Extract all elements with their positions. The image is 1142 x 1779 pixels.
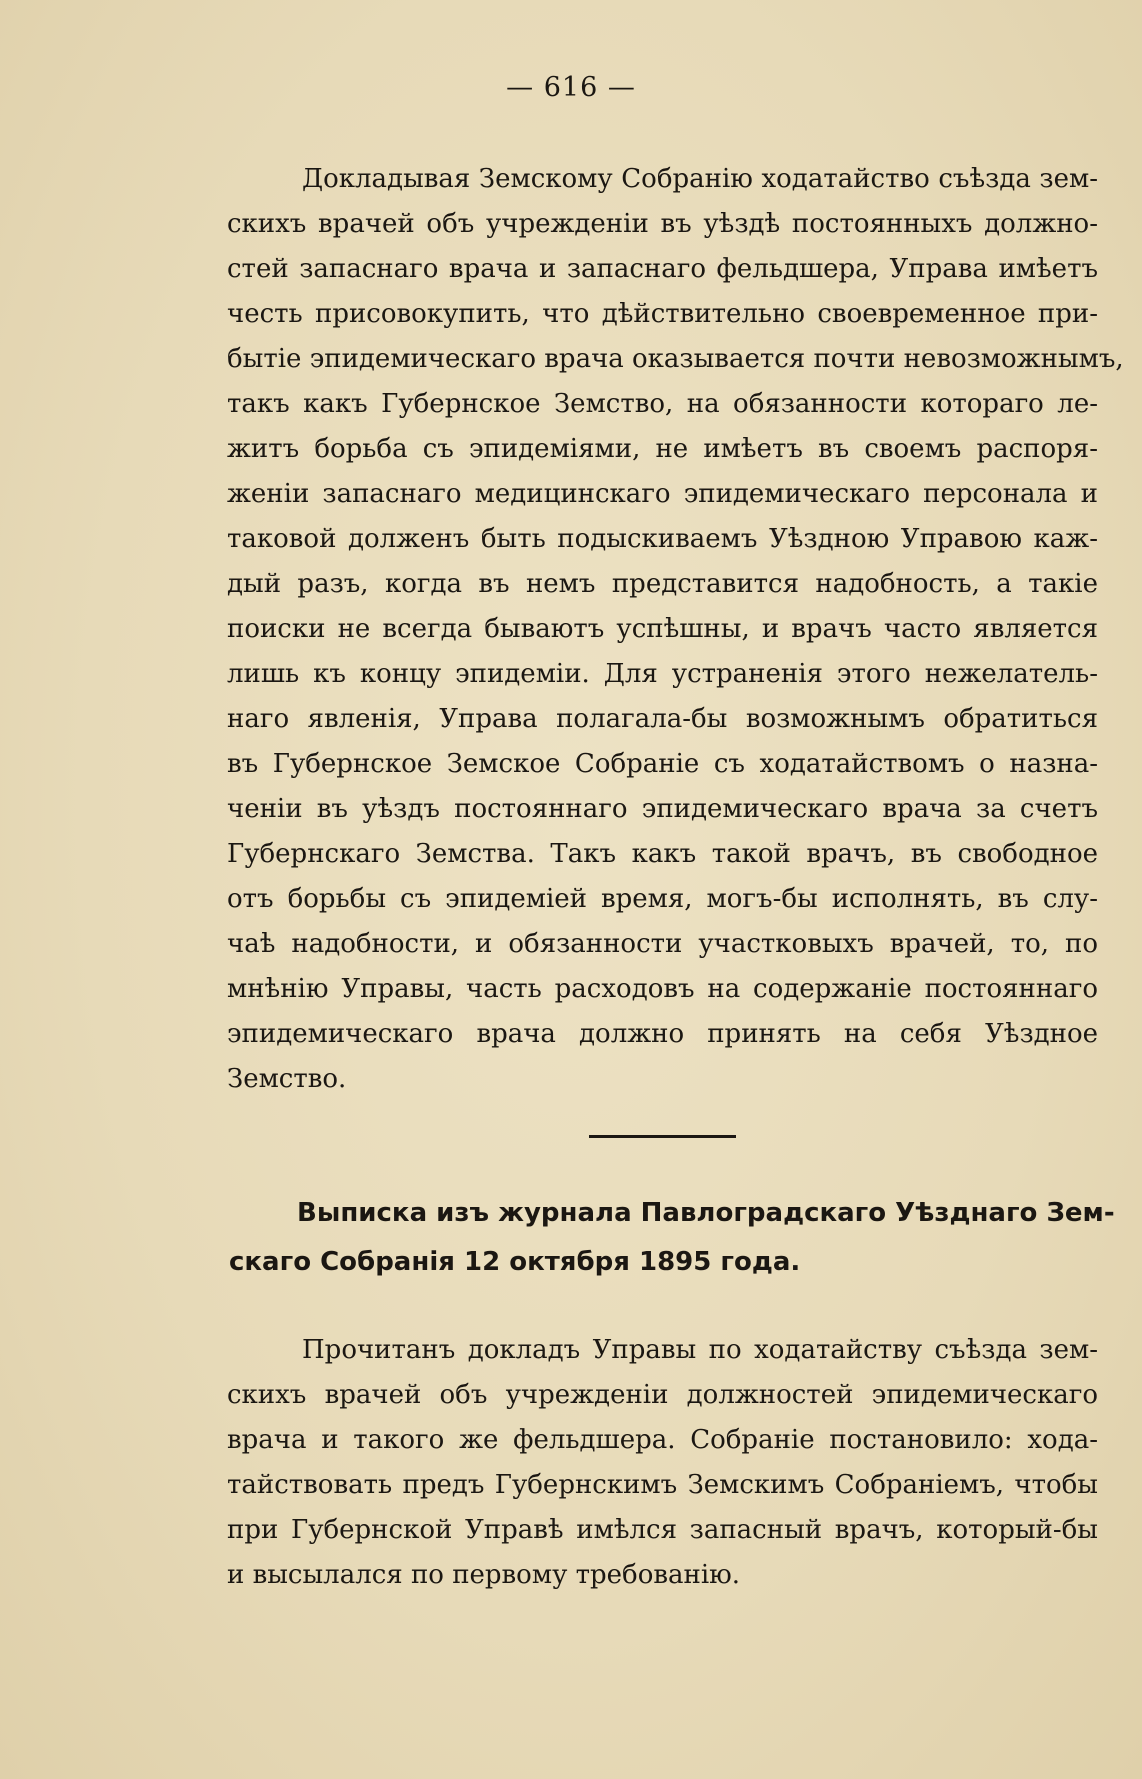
text-line: при Губернской Управѣ имѣлся запасный врачъ, который-бы — [227, 1515, 1098, 1545]
report-paragraph — [227, 157, 1124, 1102]
text-line: бытіе эпидемическаго врача оказывается почти невозможнымъ, — [227, 344, 1124, 374]
text-line: наго явленія, Управа полагала-бы возможнымъ обратиться — [227, 704, 1098, 734]
text-line: Губернскаго Земства. Такъ какъ такой врачъ, въ свободное — [227, 839, 1098, 869]
text-line: въ Губернское Земское Собраніе съ ходатайствомъ о назна- — [227, 749, 1098, 779]
page-number: — 616 — — [506, 72, 636, 103]
text-line: поиски не всегда бываютъ успѣшны, и врачъ часто является — [227, 614, 1098, 644]
text-line: лишь къ концу эпидеміи. Для устраненія этого нежелатель- — [227, 659, 1098, 689]
text-line: стей запаснаго врача и запаснаго фельдшера, Управа имѣетъ — [227, 254, 1098, 284]
text-line: Докладывая Земскому Собранію ходатайство съѣзда зем- — [302, 164, 1098, 194]
text-line: мнѣнію Управы, часть расходовъ на содержаніе постояннаго — [227, 974, 1098, 1004]
text-line: честь присовокупить, что дѣйствительно своевременное при- — [227, 299, 1098, 329]
heading-line: скаго Собранія 12 октября 1895 года. — [229, 1247, 801, 1277]
text-line: отъ борьбы съ эпидеміей время, могъ-бы исполнять, въ слу- — [227, 884, 1098, 914]
resolution-paragraph — [227, 1328, 1098, 1598]
text-line: такъ какъ Губернское Земство, на обязанности котораго ле- — [227, 389, 1098, 419]
text-line: эпидемическаго врача должно принять на себя Уѣздное — [227, 1019, 1098, 1049]
text-line: Земство. — [227, 1064, 347, 1094]
text-line: и высылался по первому требованію. — [227, 1560, 741, 1590]
section-heading — [229, 1189, 1115, 1287]
text-line: ченіи въ уѣздъ постояннаго эпидемическаго врача за счетъ — [227, 794, 1098, 824]
section-divider — [589, 1135, 736, 1138]
text-line: врача и такого же фельдшера. Собраніе постановило: хода- — [227, 1425, 1098, 1455]
text-line: таковой долженъ быть подыскиваемъ Уѣздною Управою каж- — [227, 524, 1098, 554]
text-line: женіи запаснаго медицинскаго эпидемическаго персонала и — [227, 479, 1098, 509]
text-line: чаѣ надобности, и обязанности участковыхъ врачей, то, по — [227, 929, 1098, 959]
text-line: скихъ врачей объ учрежденіи должностей эпидемическаго — [227, 1380, 1098, 1410]
text-line: житъ борьба съ эпидеміями, не имѣетъ въ своемъ распоря- — [227, 434, 1098, 464]
text-line: скихъ врачей объ учрежденіи въ уѣздѣ постоянныхъ должно- — [227, 209, 1098, 239]
text-line: Прочитанъ докладъ Управы по ходатайству съѣзда зем- — [302, 1335, 1098, 1365]
text-line: тайствовать предъ Губернскимъ Земскимъ Собраніемъ, чтобы — [227, 1470, 1098, 1500]
heading-line: Выписка изъ журнала Павлоградскаго Уѣзднаго Зем- — [297, 1198, 1115, 1228]
text-line: дый разъ, когда въ немъ представится надобность, а такіе — [227, 569, 1098, 599]
